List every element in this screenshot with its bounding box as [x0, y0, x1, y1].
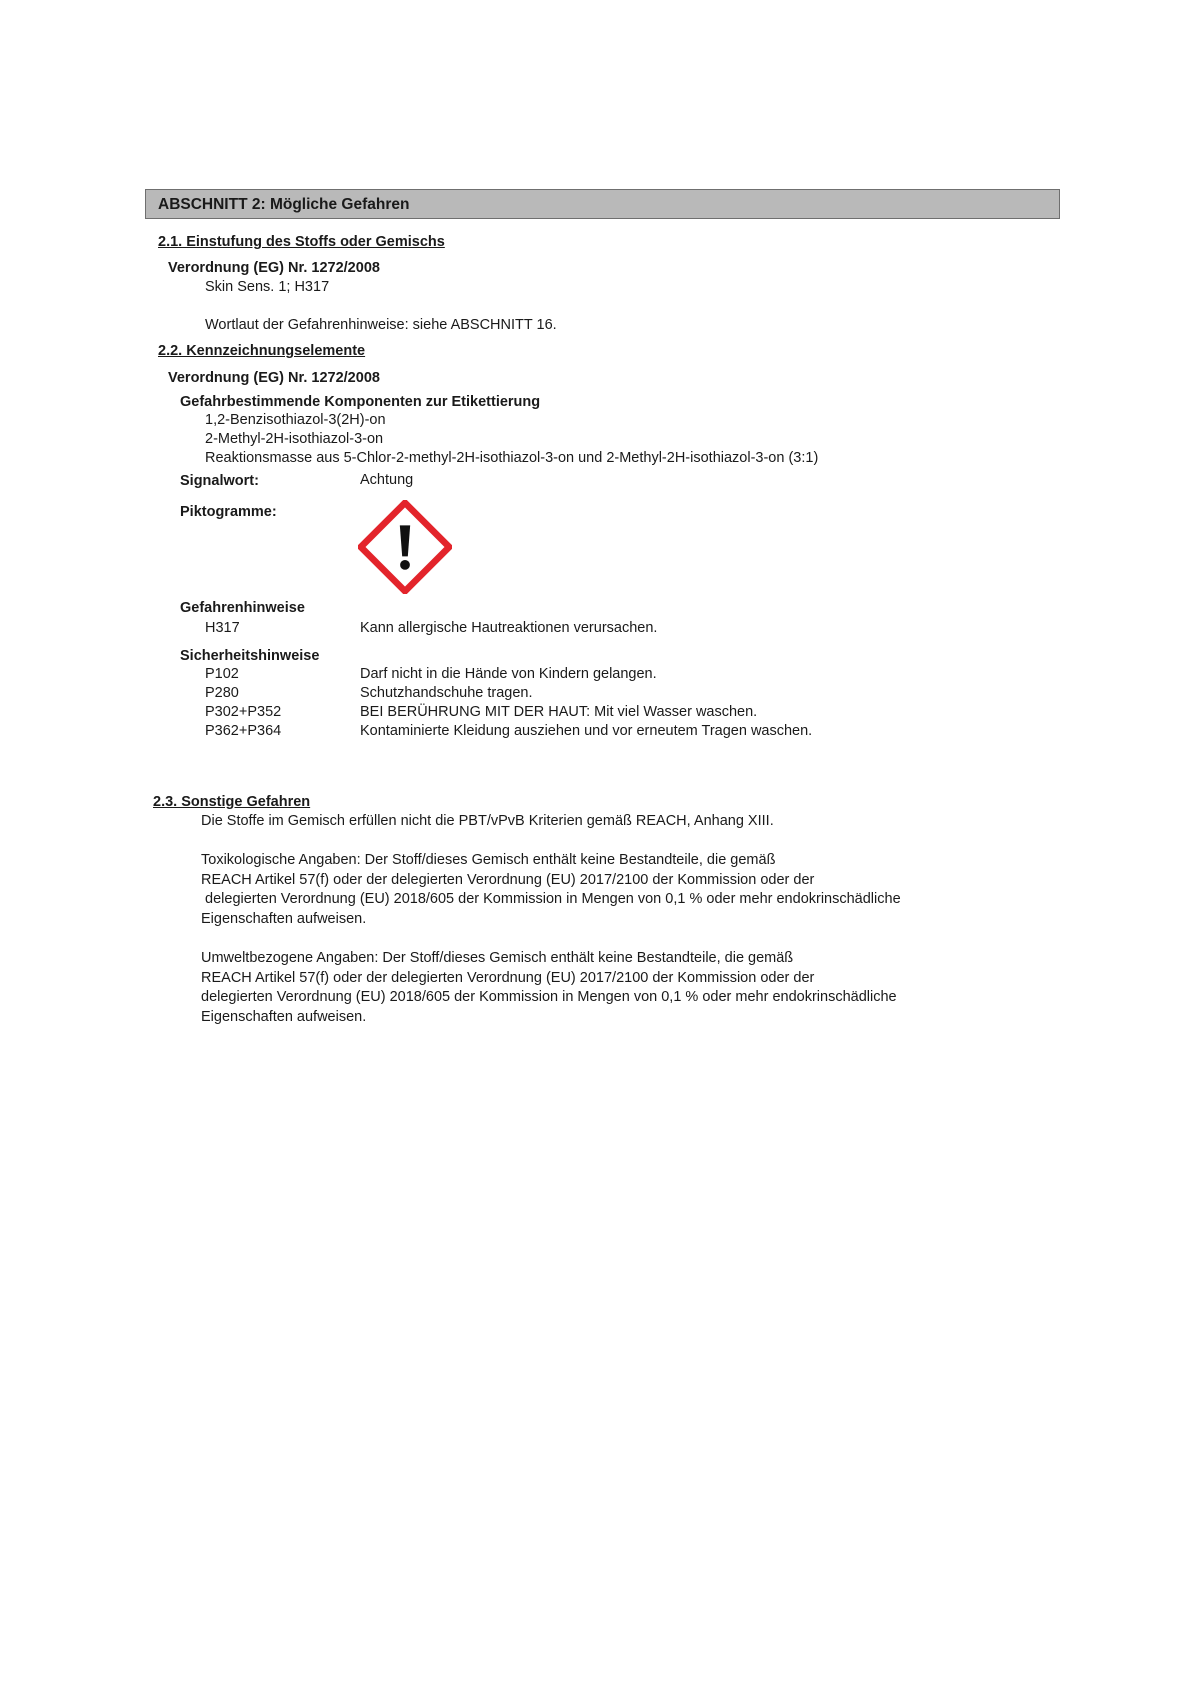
env-line: Eigenschaften aufweisen. — [201, 1008, 367, 1025]
precaution-text: Kontaminierte Kleidung ausziehen und vor erneutem Tragen waschen. — [360, 723, 813, 739]
regulation-2-1: Verordnung (EG) Nr. 1272/2008 — [168, 260, 380, 276]
pictograms-label: Piktogramme: — [180, 504, 277, 520]
pbt-text: Die Stoffe im Gemisch erfüllen nicht die PBT/vPvB Kriterien gemäß REACH, Anhang XIII. — [201, 813, 774, 829]
section-title: ABSCHNITT 2: Mögliche Gefahren — [158, 196, 410, 213]
hazard-text: Kann allergische Hautreaktionen verursachen. — [360, 620, 658, 636]
precaution-code: P280 — [205, 685, 239, 701]
signal-word-label: Signalwort: — [180, 473, 259, 489]
exclamation-mark-diamond-icon — [358, 500, 452, 594]
tox-line: Toxikologische Angaben: Der Stoff/dieses Gemisch enthält keine Bestandteile, die gemäß — [201, 852, 776, 868]
heading-2-2: 2.2. Kennzeichnungselemente — [158, 343, 366, 359]
precaution-text: Darf nicht in die Hände von Kindern gelangen. — [360, 666, 657, 682]
precaution-label: Sicherheitshinweise — [180, 648, 320, 664]
tox-line: Eigenschaften aufweisen. — [201, 910, 367, 927]
components-label: Gefahrbestimmende Komponenten zur Etikettierung — [180, 394, 541, 410]
component-item: 1,2-Benzisothiazol-3(2H)-on — [205, 412, 386, 428]
section-header — [145, 189, 1060, 219]
signal-word-value: Achtung — [360, 472, 414, 488]
precaution-code: P362+P364 — [205, 723, 282, 739]
hazard-label: Gefahrenhinweise — [180, 600, 305, 616]
hazard-code: H317 — [205, 620, 240, 636]
heading-2-1: 2.1. Einstufung des Stoffs oder Gemischs — [158, 234, 445, 250]
precaution-code: P302+P352 — [205, 704, 282, 720]
component-item: 2-Methyl-2H-isothiazol-3-on — [205, 431, 384, 447]
regulation-2-2: Verordnung (EG) Nr. 1272/2008 — [168, 370, 380, 386]
classification-text: Skin Sens. 1; H317 — [205, 279, 330, 295]
precaution-text: BEI BERÜHRUNG MIT DER HAUT: Mit viel Wasser waschen. — [360, 704, 758, 720]
precaution-code: P102 — [205, 666, 239, 682]
env-paragraph — [201, 949, 897, 1027]
component-item: Reaktionsmasse aus 5-Chlor-2-methyl-2H-isothiazol-3-on und 2-Methyl-2H-isothiazol-3-on (3:1) — [205, 450, 819, 466]
heading-2-3: 2.3. Sonstige Gefahren — [153, 794, 311, 810]
tox-line: REACH Artikel 57(f) oder der delegierten Verordnung (EU) 2017/2100 der Kommission oder der — [201, 871, 815, 888]
tox-line: delegierten Verordnung (EU) 2018/605 der Kommission in Mengen von 0,1 % oder mehr endokrinschädliche — [201, 891, 901, 907]
env-line: REACH Artikel 57(f) oder der delegierten Verordnung (EU) 2017/2100 der Kommission oder der — [201, 969, 815, 986]
precaution-text: Schutzhandschuhe tragen. — [360, 685, 533, 701]
wording-note: Wortlaut der Gefahrenhinweise: siehe ABSCHNITT 16. — [205, 317, 557, 333]
tox-paragraph — [201, 851, 901, 929]
env-line: delegierten Verordnung (EU) 2018/605 der Kommission in Mengen von 0,1 % oder mehr endokrinschädliche — [201, 989, 897, 1005]
env-line: Umweltbezogene Angaben: Der Stoff/dieses Gemisch enthält keine Bestandteile, die gemäß — [201, 950, 794, 966]
